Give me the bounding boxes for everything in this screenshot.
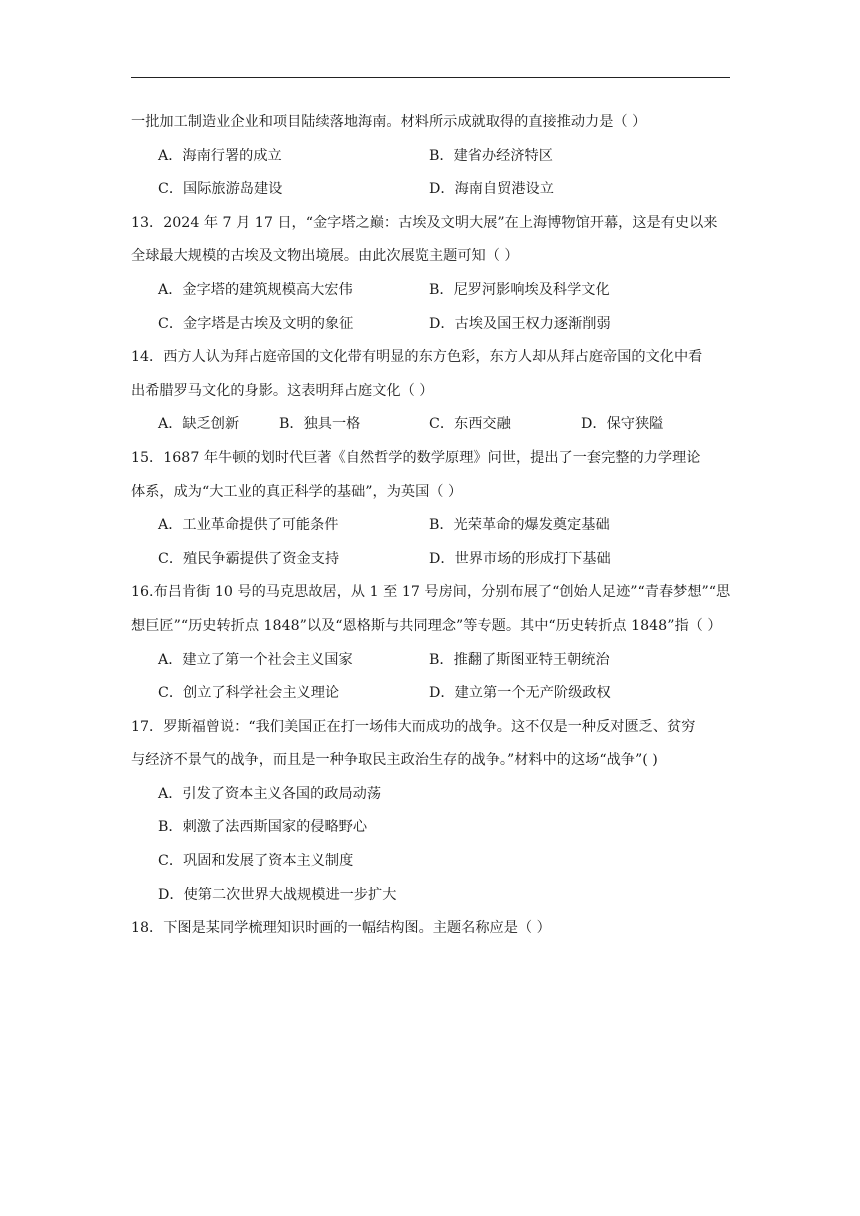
- q15-option-a: A．工业革命提供了可能条件: [158, 517, 339, 534]
- q16-option-b: B．推翻了斯图亚特王朝统治: [429, 651, 610, 668]
- q12-option-d: D．海南自贸港设立: [429, 181, 554, 198]
- q12-options-row2: [131, 173, 731, 207]
- q12-option-b: B．建省办经济特区: [429, 147, 553, 164]
- q14-stem-line1: 14．西方人认为拜占庭帝国的文化带有明显的东方色彩，东方人却从拜占庭帝国的文化中看: [131, 349, 703, 366]
- q13-option-a: A．金字塔的建筑规模高大宏伟: [158, 281, 353, 298]
- q16-option-c: C．创立了科学社会主义理论: [158, 685, 340, 702]
- q12-option-a: A．海南行署的成立: [158, 147, 282, 164]
- q15-options-row1: [131, 509, 731, 543]
- q13-option-c: C．金字塔是古埃及文明的象征: [158, 315, 354, 332]
- q14-option-a: A．缺乏创新: [158, 416, 240, 433]
- q16-options-row1: [131, 644, 731, 678]
- q15-option-d: D．世界市场的形成打下基础: [429, 550, 611, 567]
- q14-option-b: B．独具一格: [279, 416, 361, 433]
- q13-stem-line2: 全球最大规模的古埃及文物出境展。由此次展览主题可知（ ）: [131, 248, 519, 265]
- q12-options-row1: [131, 140, 731, 174]
- q13-stem-line1: 13．2024 年 7 月 17 日，“金字塔之巅：古埃及文明大展”在上海博物馆开幕，这是有史以来: [131, 214, 718, 231]
- q14-options-row: [131, 408, 731, 442]
- q17-stem-line2: 与经济不景气的战争，而且是一种争取民主政治生存的战争。”材料中的这场“战争”( ): [131, 752, 658, 769]
- q13-options-row1: [131, 274, 731, 308]
- q17-option-c: C．巩固和发展了资本主义制度: [158, 853, 354, 870]
- q13-options-row2: [131, 308, 731, 342]
- q14-option-c: C．东西交融: [429, 416, 511, 433]
- q16-stem-line2: 想巨匠”“历史转折点 1848”以及“恩格斯与共同理念”等专题。其中“历史转折点 1848”指（ ）: [131, 617, 722, 634]
- q13-option-b: B．尼罗河影响埃及科学文化: [429, 281, 610, 298]
- q12-option-c: C．国际旅游岛建设: [158, 181, 283, 198]
- q17-option-d: D．使第二次世界大战规模进一步扩大: [158, 886, 397, 903]
- q16-option-d: D．建立第一个无产阶级政权: [429, 685, 611, 702]
- q13-option-d: D．古埃及国王权力逐渐削弱: [429, 315, 611, 332]
- q15-options-row2: [131, 543, 731, 577]
- q17-stem-line1: 17．罗斯福曾说：“我们美国正在打一场伟大而成功的战争。这不仅是一种反对匮乏、贫穷: [131, 718, 696, 735]
- q12-stem: 一批加工制造业企业和项目陆续落地海南。材料所示成就取得的直接推动力是（ ）: [131, 114, 647, 130]
- q16-option-a: A．建立了第一个社会主义国家: [158, 651, 353, 668]
- q17-option-a: A．引发了资本主义各国的政局动荡: [158, 785, 382, 802]
- q14-option-d: D．保守狭隘: [581, 416, 664, 433]
- q15-stem-line1: 15．1687 年牛顿的划时代巨著《自然哲学的数学原理》问世，提出了一套完整的力学理论: [131, 449, 701, 466]
- q17-option-b: B．刺激了法西斯国家的侵略野心: [158, 819, 368, 836]
- question-content: [131, 106, 731, 946]
- q16-stem-line1: 16.布吕肯街 10 号的马克思故居，从 1 至 17 号房间，分别布展了“创始人足迹”“青春梦想”“思: [131, 584, 731, 601]
- q16-options-row2: [131, 677, 731, 711]
- q18-stem: 18．下图是某同学梳理知识时画的一幅结构图。主题名称应是（ ）: [131, 920, 551, 937]
- q15-option-c: C．殖民争霸提供了资金支持: [158, 550, 340, 567]
- q15-stem-line2: 体系，成为“大工业的真正科学的基础”，为英国（ ）: [131, 483, 463, 500]
- q15-option-b: B．光荣革命的爆发奠定基础: [429, 517, 610, 534]
- q14-stem-line2: 出希腊罗马文化的身影。这表明拜占庭文化（ ）: [131, 382, 434, 399]
- header-rule: [131, 77, 730, 78]
